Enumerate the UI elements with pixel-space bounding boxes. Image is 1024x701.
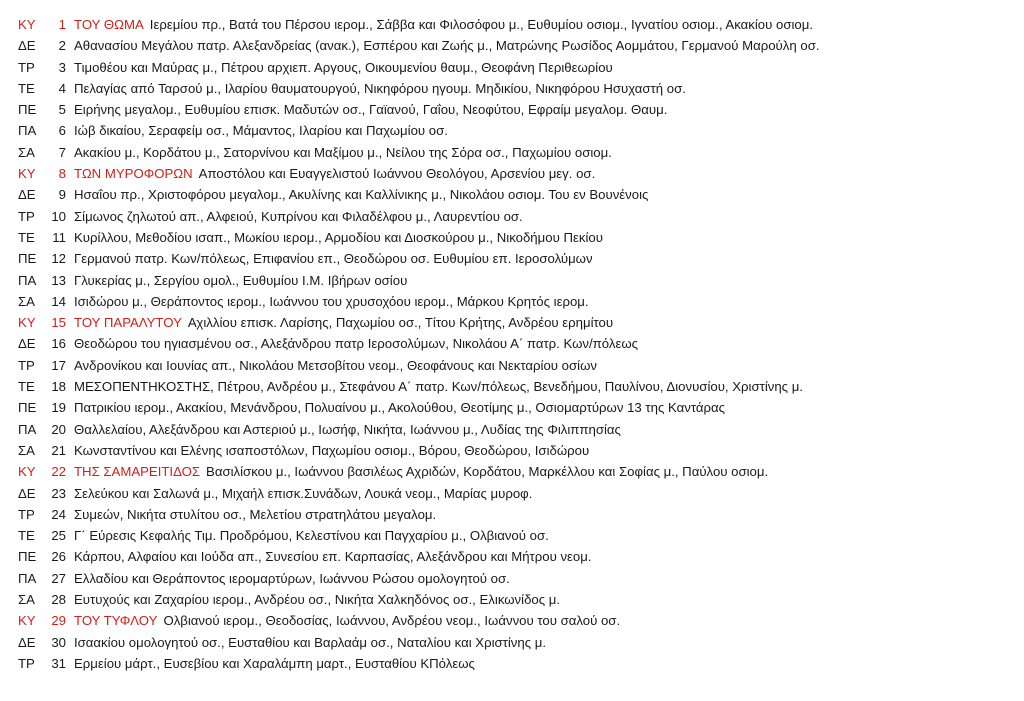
day-number: 23: [51, 485, 66, 501]
saints-text: [74, 483, 532, 504]
weekday-abbrev: ΠΕ: [18, 251, 37, 267]
saints-list: Ερμείου μάρτ., Ευσεβίου και Χαραλάμπη μαρτ., Ευσταθίου ΚΠόλεως: [74, 655, 475, 671]
weekday-abbrev: ΚΥ: [18, 464, 36, 480]
calendar-row: [0, 184, 1024, 205]
saints-list: Κυρίλλου, Μεθοδίου ισαπ., Μωκίου ιερομ., Αρμοδίου και Διοσκούρου μ., Νικοδήμου Πεκίου: [74, 229, 603, 245]
weekday-abbrev: ΠΑ: [18, 123, 37, 139]
day-number: 5: [58, 102, 66, 118]
saints-list: Κωνσταντίνου και Ελένης ισαποστόλων, Παχωμίου οσιομ., Βόρου, Θεοδώρου, Ισιδώρου: [74, 442, 590, 458]
day-number: 27: [51, 570, 66, 586]
calendar-row: [0, 333, 1024, 354]
sunday-feast-title: ΤΟΥ ΠΑΡΑΛΥΤΟΥ: [74, 315, 182, 331]
day-number: 28: [51, 592, 66, 608]
saints-list: Ησαΐου πρ., Χριστοφόρου μεγαλομ., Ακυλίνης και Καλλίνικης μ., Νικολάου οσιομ. Του εν Βουνένοις: [74, 187, 649, 203]
weekday-abbrev: ΤΕ: [18, 80, 35, 96]
weekday-abbrev: ΠΕ: [18, 400, 37, 416]
saints-list: Αποστόλου και Ευαγγελιστού Ιωάννου Θεολόγου, Αρσενίου μεγ. οσ.: [198, 166, 596, 182]
saints-calendar: [0, 14, 1024, 674]
saints-text: [74, 270, 407, 291]
saints-text: [74, 653, 475, 674]
day-number: 10: [51, 208, 66, 224]
day-number: 26: [51, 549, 66, 565]
calendar-row: [0, 653, 1024, 674]
weekday-abbrev: ΔΕ: [18, 634, 36, 650]
day-number: 31: [51, 655, 66, 671]
calendar-row: [0, 206, 1024, 227]
saints-list: Ιώβ δικαίου, Σεραφείμ οσ., Μάμαντος, Ιλαρίου και Παχωμίου οσ.: [74, 123, 448, 139]
weekday-abbrev: ΔΕ: [18, 485, 36, 501]
day-number: 15: [51, 315, 66, 331]
weekday-abbrev: ΤΡ: [18, 59, 35, 75]
saints-text: [74, 163, 595, 184]
saints-list: Ισιδώρου μ., Θεράποντος ιερομ., Ιωάννου του χρυσοχόου ιερομ., Μάρκου Κρητός ιερομ.: [74, 293, 589, 309]
saints-list: Ακακίου μ., Κορδάτου μ., Σατορνίνου και Μαξίμου μ., Νείλου της Σόρα οσ., Παχωμίου οσιομ.: [74, 144, 612, 160]
saints-text: [74, 99, 667, 120]
day-number: 18: [51, 379, 66, 395]
saints-text: [74, 419, 621, 440]
saints-text: [74, 333, 638, 354]
saints-text: [74, 291, 589, 312]
sunday-feast-title: ΤΗΣ ΣΑΜΑΡΕΙΤΙΔΟΣ: [74, 464, 201, 480]
day-number: 16: [51, 336, 66, 352]
saints-list: Γ΄ Εύρεσις Κεφαλής Τιμ. Προδρόμου, Κελεστίνου και Παγχαρίου μ., Ολβιανού οσ.: [74, 528, 549, 544]
saints-list: Σίμωνος ζηλωτού απ., Αλφειού, Κυπρίνου και Φιλαδέλφου μ., Λαυρεντίου οσ.: [74, 208, 523, 224]
calendar-row: [0, 270, 1024, 291]
saints-list: Σελεύκου και Σαλωνά μ., Μιχαήλ επισκ.Συνάδων, Λουκά νεομ., Μαρίας μυροφ.: [74, 485, 533, 501]
day-number: 29: [51, 613, 66, 629]
saints-text: [74, 355, 597, 376]
weekday-abbrev: ΚΥ: [18, 166, 36, 182]
weekday-abbrev: ΣΑ: [18, 144, 35, 160]
saints-text: [74, 546, 592, 567]
weekday-abbrev: ΠΑ: [18, 421, 37, 437]
day-number: 22: [51, 464, 66, 480]
calendar-row: [0, 483, 1024, 504]
saints-text: [74, 632, 546, 653]
saints-text: [74, 440, 589, 461]
day-number: 21: [51, 442, 66, 458]
saints-list: Συμεών, Νικήτα στυλίτου οσ., Μελετίου στρατηλάτου μεγαλομ.: [74, 506, 437, 522]
saints-list: Ισαακίου ομολογητού οσ., Ευσταθίου και Βαρλαάμ οσ., Ναταλίου και Χριστίνης μ.: [74, 634, 547, 650]
calendar-row: [0, 57, 1024, 78]
weekday-abbrev: ΤΕ: [18, 528, 35, 544]
calendar-row: [0, 504, 1024, 525]
weekday-abbrev: ΠΕ: [18, 102, 37, 118]
weekday-abbrev: ΤΡ: [18, 655, 35, 671]
calendar-row: [0, 525, 1024, 546]
calendar-row: [0, 163, 1024, 184]
calendar-row: [0, 632, 1024, 653]
sunday-feast-title: ΤΟΥ ΘΩΜΑ: [74, 17, 144, 32]
weekday-abbrev: ΔΕ: [18, 187, 36, 203]
weekday-abbrev: ΣΑ: [18, 442, 35, 458]
day-number: 9: [58, 187, 66, 203]
weekday-abbrev: ΤΡ: [18, 357, 35, 373]
weekday-abbrev: ΤΡ: [18, 208, 35, 224]
saints-text: [74, 78, 686, 99]
saints-text: [74, 589, 560, 610]
saints-text: [74, 568, 510, 589]
saints-list: Ολβιανού ιερομ., Θεοδοσίας, Ιωάννου, Ανδρέου νεομ., Ιωάννου του σαλού οσ.: [163, 613, 621, 629]
day-number: 2: [58, 38, 66, 54]
day-number: 20: [51, 421, 66, 437]
calendar-row: [0, 312, 1024, 333]
weekday-abbrev: ΚΥ: [18, 17, 36, 32]
weekday-abbrev: ΤΕ: [18, 379, 35, 395]
saints-list: Αθανασίου Μεγάλου πατρ. Αλεξανδρείας (ανακ.), Εσπέρου και Ζωής μ., Ματρώνης Ρωσίδος Αομμάτου, Γερμανού Μαρούλη οσ.: [74, 38, 820, 54]
calendar-row: [0, 248, 1024, 269]
calendar-row: [0, 440, 1024, 461]
calendar-row: [0, 461, 1024, 482]
calendar-row: [0, 120, 1024, 141]
saints-text: [74, 35, 820, 56]
saints-list: Γλυκερίας μ., Σεργίου ομολ., Ευθυμίου Ι.Μ. Ιβήρων οσίου: [74, 272, 408, 288]
saints-list: ΜΕΣΟΠΕΝΤΗΚΟΣΤΗΣ, Πέτρου, Ανδρέου μ., Στεφάνου Α΄ πατρ. Κων/πόλεως, Βενεδήμου, Παυλίνου, Διονυσίου, Χριστίνης μ.: [74, 379, 803, 395]
saints-text: [74, 397, 725, 418]
saints-list: Πελαγίας από Ταρσού μ., Ιλαρίου θαυματουργού, Νικηφόρου ηγουμ. Μηδικίου, Νικηφόρου Ησυχαστή οσ.: [74, 80, 686, 96]
saints-text: [74, 312, 613, 333]
weekday-abbrev: ΠΑ: [18, 272, 37, 288]
weekday-abbrev: ΚΥ: [18, 315, 36, 331]
saints-text: [74, 184, 648, 205]
day-number: 24: [51, 506, 66, 522]
sunday-feast-title: ΤΩΝ ΜΥΡΟΦΟΡΩΝ: [74, 166, 193, 182]
saints-text: [74, 227, 603, 248]
saints-list: Ειρήνης μεγαλομ., Ευθυμίου επισκ. Μαδυτών οσ., Γαϊανού, Γαΐου, Νεοφύτου, Εφραίμ μεγαλομ. Θαυμ.: [74, 102, 668, 118]
calendar-row: [0, 546, 1024, 567]
saints-text: [74, 525, 549, 546]
weekday-abbrev: ΚΥ: [18, 613, 36, 629]
saints-list: Ευτυχούς και Ζαχαρίου ιερομ., Ανδρέου οσ., Νικήτα Χαλκηδόνος οσ., Ελικωνίδος μ.: [74, 592, 561, 608]
saints-list: Ανδρονίκου και Ιουνίας απ., Νικολάου Μετσοβίτου νεομ., Θεοφάνους και Νεκταρίου οσίων: [74, 357, 597, 373]
saints-text: [74, 57, 613, 78]
calendar-row: [0, 376, 1024, 397]
day-number: 30: [51, 634, 66, 650]
day-number: 3: [58, 59, 66, 75]
day-number: 12: [51, 251, 66, 267]
day-number: 7: [58, 144, 66, 160]
calendar-row: [0, 568, 1024, 589]
calendar-row: [0, 35, 1024, 56]
saints-text: [74, 610, 620, 631]
weekday-abbrev: ΠΑ: [18, 570, 37, 586]
day-number: 13: [51, 272, 66, 288]
saints-text: [74, 142, 612, 163]
calendar-row: [0, 355, 1024, 376]
day-number: 1: [58, 17, 66, 32]
calendar-row: [0, 419, 1024, 440]
weekday-abbrev: ΠΕ: [18, 549, 37, 565]
saints-list: Βασιλίσκου μ., Ιωάννου βασιλέως Αχριδών, Κορδάτου, Μαρκέλλου και Σοφίας μ., Παύλου οσιομ.: [206, 464, 769, 480]
saints-list: Τιμοθέου και Μαύρας μ., Πέτρου αρχιεπ. Αργους, Οικουμενίου θαυμ., Θεοφάνη Περιθεωρίου: [74, 59, 613, 75]
saints-list: Θεοδώρου του ηγιασμένου οσ., Αλεξάνδρου πατρ Ιεροσολύμων, Νικολάου Α΄ πατρ. Κων/πόλεως: [74, 336, 638, 352]
saints-text: [74, 120, 448, 141]
weekday-abbrev: ΤΡ: [18, 506, 35, 522]
day-number: 14: [51, 293, 66, 309]
saints-list: Ιερεμίου πρ., Βατά του Πέρσου ιερομ., Σάββα και Φιλοσόφου μ., Ευθυμίου οσιομ., Ιγνατίου οσιομ., Ακακίου οσιομ.: [149, 17, 814, 32]
saints-text: [74, 504, 436, 525]
saints-list: Πατρικίου ιερομ., Ακακίου, Μενάνδρου, Πολυαίνου μ., Ακολούθου, Θεοτίμης μ., Οσιομαρτύρων 13 της Καντάρας: [74, 400, 725, 416]
saints-list: Κάρπου, Αλφαίου και Ιούδα απ., Συνεσίου επ. Καρπασίας, Αλεξάνδρου και Μήτρου νεομ.: [74, 549, 592, 565]
saints-text: [74, 376, 803, 397]
saints-text: [74, 14, 813, 35]
saints-list: Γερμανού πατρ. Κων/πόλεως, Επιφανίου επ., Θεοδώρου οσ. Ευθυμίου επ. Ιεροσολύμων: [74, 251, 593, 267]
day-number: 19: [51, 400, 66, 416]
saints-text: [74, 248, 593, 269]
calendar-row: [0, 291, 1024, 312]
calendar-row: [0, 589, 1024, 610]
calendar-row: [0, 14, 1024, 35]
calendar-row: [0, 99, 1024, 120]
calendar-row: [0, 142, 1024, 163]
calendar-row: [0, 397, 1024, 418]
day-number: 17: [51, 357, 66, 373]
saints-list: Ελλαδίου και Θεράποντος ιερομαρτύρων, Ιωάννου Ρώσου ομολογητού οσ.: [74, 570, 510, 586]
calendar-row: [0, 78, 1024, 99]
weekday-abbrev: ΣΑ: [18, 592, 35, 608]
weekday-abbrev: ΔΕ: [18, 38, 36, 54]
day-number: 4: [58, 80, 66, 96]
day-number: 25: [51, 528, 66, 544]
day-number: 6: [58, 123, 66, 139]
day-number: 11: [52, 229, 66, 245]
calendar-row: [0, 227, 1024, 248]
weekday-abbrev: ΣΑ: [18, 293, 35, 309]
saints-text: [74, 461, 768, 482]
day-number: 8: [58, 166, 66, 182]
calendar-row: [0, 610, 1024, 631]
saints-list: Θαλλελαίου, Αλεξάνδρου και Αστεριού μ., Ιωσήφ, Νικήτα, Ιωάννου μ., Λυδίας της Φιλιππησίας: [74, 421, 621, 437]
weekday-abbrev: ΔΕ: [18, 336, 36, 352]
weekday-abbrev: ΤΕ: [18, 229, 35, 245]
saints-text: [74, 206, 523, 227]
saints-list: Αχιλλίου επισκ. Λαρίσης, Παχωμίου οσ., Τίτου Κρήτης, Ανδρέου ερημίτου: [187, 315, 614, 331]
sunday-feast-title: ΤΟΥ ΤΥΦΛΟΥ: [74, 613, 158, 629]
